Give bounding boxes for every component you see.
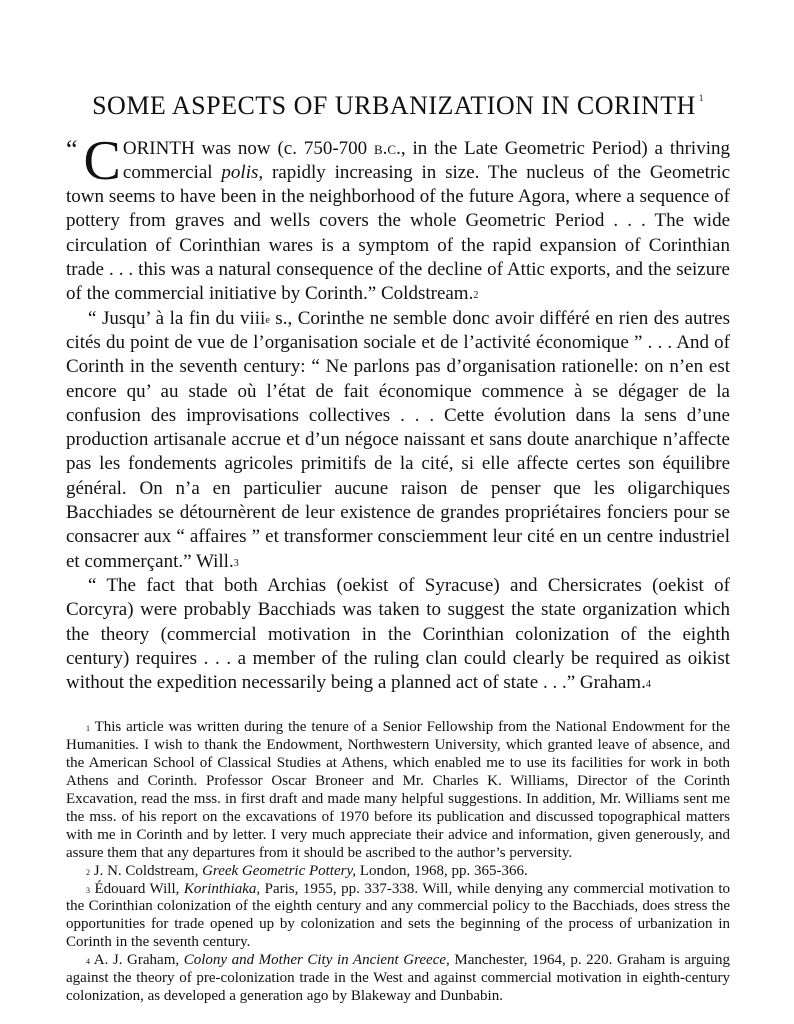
paragraph-graham-quote: “ The fact that both Archias (oekist of Syracuse) and Chersicrates (oekist of Corcyra) were probably Bacchiads was taken to suggest the state organization which the theory (commercial motivation in the Corinthian colonization of the eighth century) requires . . . a member of the ruling clan could clearly be required as oikist without the expedition necessarily being a planned act of state . . .” Graham.$^4$ <box>66 574 730 694</box>
bc-abbrev: b.c. <box>374 137 401 159</box>
polis-term: polis, <box>221 161 264 183</box>
footnote-3: $^3$ Édouard Will, Korinthiaka, Paris, 1955, pp. 337-338. Will, while denying any commercial motivation to the Corinthian colonization of the eighth century and any commercial policy to the Bacchiads, does stress the opportunities for trade opened up by colonization and sets the beginning of the process of urbanization in Corinth in the seventh century. <box>66 880 730 951</box>
footnote-marker-3[interactable]: 3 <box>233 557 239 569</box>
article-body <box>66 129 730 696</box>
footnote-1: $^1$ This article was written during the tenure of a Senior Fellowship from the National Endowment for the Humanities. I wish to thank the Endowment, Northwestern University, which granted leave of absence, and the American School of Classical Studies at Athens, which enabled me to use its facilities for work in both Athens and Corinth. Professor Oscar Broneer and Mr. Charles K. Williams, Director of the Corinth Excavation, read the mss. in first draft and made many helpful suggestions. In addition, Mr. Williams sent me the mss. of his report on the excavations of 1970 before its publication and discussed topographical matters with me in Corinth and by letter. I very much appreciate their advice and information, given generously, and assure them that any departures from it should be ascribed to the author’s perversity. <box>66 719 730 861</box>
footnote-4: $^4$ A. J. Graham, Colony and Mother City in Ancient Greece, Manchester, 1964, p. 220. Graham is arguing against the theory of pre-colonization trade in the West and against commercial motivation in eighth-century colonization, as developed a generation ago by Blakeway and Dunbabin. <box>66 952 731 1005</box>
page <box>66 92 730 1006</box>
book-title: Greek Geometric Pottery, <box>202 862 357 879</box>
footnote-2: $^2$ J. N. Coldstream, Greek Geometric Pottery, London, 1968, pp. 365-366. <box>86 862 528 879</box>
footnote-marker-4[interactable]: 4 <box>645 679 651 691</box>
book-title: Korinthiaka, <box>183 880 261 897</box>
title-text: SOME ASPECTS OF URBANIZATION IN CORINTH <box>92 91 696 120</box>
opening-quote-mark: “ <box>66 134 78 164</box>
drop-cap: C <box>83 129 121 192</box>
article-title <box>66 92 730 121</box>
footnotes <box>66 719 730 1006</box>
paragraph-coldstream-quote: “ C ORINTH was now (c. 750-700 b.c., in the Late Geometric Period) a thriving commercial polis, rapidly increasing in size. The nucleus of the Geometric town seems to have been in the neighborhood of the future Agora, where a sequence of pottery from graves and wells covers the whole Geometric Period . . . The wide circulation of Corinthian wares is a symptom of the rapid expansion of Corinthian trade . . . this was a natural consequence of the decline of Attic exports, and the seizure of the commercial initiative by Corinth.” Coldstream.$^2$ <box>66 129 730 305</box>
footnote-marker-2[interactable]: 2 <box>473 290 479 302</box>
title-footnote-marker[interactable]: 1 <box>698 93 704 103</box>
book-title: Colony and Mother City in Ancient Greece, <box>183 952 450 969</box>
superscript-e: e <box>265 314 270 326</box>
paragraph-will-quote: “ Jusqu’ à la fin du viii$^e$ s., Corinthe ne semble donc avoir différé en rien des autres cités du point de vue de l’organisation sociale et de l’activité économique ” . . . And of Corinth in the seventh century: “ Ne parlons pas d’organisation rationelle: on n’en est encore qu’ au stade où l’état de fait économique commence à se dégager de la confusion des improvisations collectives . . . Cette évolution dans la sens d’une production artisanale accrue et d’un négoce naissant et sans doute anarchique n’affecte pas les fondements agricoles primitifs de la cité, si elle affecte certes son équilibre général. On n’a en particulier aucune raison de penser que les oligarchiques Bacchiades se détournèrent de leur existence de grandes propriétaires fonciers pour se consacrer aux “ affaires ” et transformer consciemment leur cité en un centre industriel et commerçant.” Will.$^3$ <box>66 307 730 572</box>
